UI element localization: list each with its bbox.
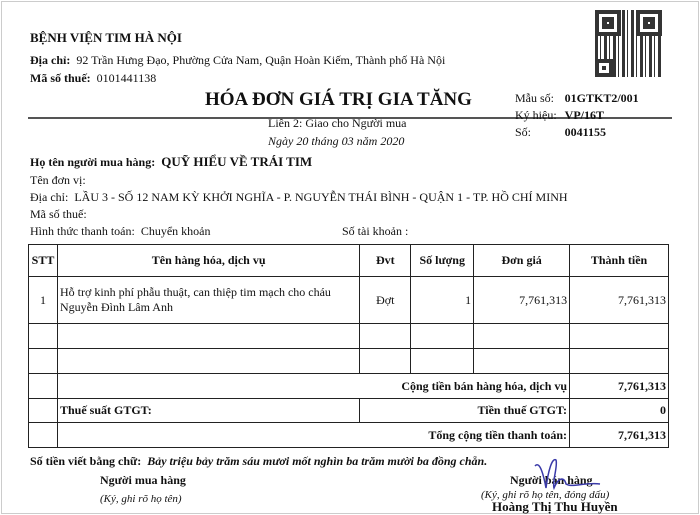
seller-address-line xyxy=(30,53,445,68)
vat-rate-label: Thuế suất GTGT: xyxy=(57,399,359,423)
seller-name: BỆNH VIỆN TIM HÀ NỘI xyxy=(30,30,182,45)
vat-value: 0 xyxy=(570,399,669,423)
subtotal-row xyxy=(29,374,669,399)
seller-address-label: Địa chỉ: xyxy=(30,53,71,67)
total-label: Tổng cộng tiền thanh toán: xyxy=(57,423,569,448)
col-amount: Thành tiền xyxy=(570,245,669,277)
symbol: VP/16T xyxy=(564,108,605,122)
empty-row xyxy=(29,349,669,374)
row-name: Hỗ trợ kinh phí phẫu thuật, can thiệp tim mạch cho cháu Nguyễn Đình Lâm Anh xyxy=(57,277,359,324)
payment-line xyxy=(30,224,210,239)
row-stt: 1 xyxy=(29,277,58,324)
invoice-date: Ngày 20 tháng 03 năm 2020 xyxy=(268,134,405,148)
words-line xyxy=(30,454,487,469)
words-label: Số tiền viết bằng chữ: xyxy=(30,454,142,468)
row-unit: Đợt xyxy=(360,277,411,324)
col-price: Đơn giá xyxy=(474,245,570,277)
total-value: 7,761,313 xyxy=(570,423,669,448)
invoice-copy: Liên 2: Giao cho Người mua xyxy=(268,116,407,130)
seller-tax-code: 0101441138 xyxy=(96,71,157,85)
invoice-number: 0041155 xyxy=(564,125,607,139)
col-qty: Số lượng xyxy=(411,245,474,277)
buyer-tax-label: Mã số thuế: xyxy=(30,207,87,221)
buyer-address-label: Địa chỉ: xyxy=(30,190,69,204)
signature-image xyxy=(530,452,610,492)
amount-in-words: Bảy triệu bảy trăm sáu mươi mốt nghìn ba trăm mười ba đồng chẵn. xyxy=(147,454,488,468)
col-unit: Đvt xyxy=(360,245,411,277)
buyer-sign-note: (Ký, ghi rõ họ tên) xyxy=(100,493,182,505)
col-stt: STT xyxy=(29,245,58,277)
seller-tax-label: Mã số thuế: xyxy=(30,71,91,85)
buyer-name: QUỸ HIỂU VỀ TRÁI TIM xyxy=(161,154,313,169)
buyer-address-line xyxy=(30,190,568,205)
table-row xyxy=(29,277,669,324)
vat-row xyxy=(29,399,669,423)
row-qty: 1 xyxy=(411,277,474,324)
number-label: Số: xyxy=(515,125,532,139)
subtotal-label: Cộng tiền bán hàng hóa, dịch vụ xyxy=(57,374,569,399)
table-header xyxy=(29,245,669,277)
account-label: Số tài khoản : xyxy=(342,224,409,238)
symbol-label: Ký hiệu: xyxy=(515,108,557,122)
row-amount: 7,761,313 xyxy=(570,277,669,324)
buyer-unit-label: Tên đơn vị: xyxy=(30,173,86,187)
form-label: Mẫu số: xyxy=(515,91,554,105)
col-name: Tên hàng hóa, dịch vụ xyxy=(57,245,359,277)
row-price: 7,761,313 xyxy=(474,277,570,324)
total-row xyxy=(29,423,669,448)
seller-tax-line xyxy=(30,71,156,86)
buyer-name-line xyxy=(30,154,312,170)
empty-row xyxy=(29,324,669,349)
subtotal-value: 7,761,313 xyxy=(570,374,669,399)
seller-sign-note: (Ký, ghi rõ họ tên, đóng dấu) xyxy=(481,489,610,501)
seller-sign-title: Người bán hàng xyxy=(510,473,593,487)
payment-label: Hình thức thanh toán: xyxy=(30,224,135,238)
seller-signer-name: Hoàng Thị Thu Huyền xyxy=(492,499,618,514)
invoice-table xyxy=(28,244,669,448)
seller-address: 92 Trần Hưng Đạo, Phường Cửa Nam, Quận Hoàn Kiếm, Thành phố Hà Nội xyxy=(76,53,446,67)
invoice-meta xyxy=(515,91,639,140)
invoice-title: HÓA ĐƠN GIÁ TRỊ GIA TĂNG xyxy=(205,89,472,110)
payment-method: Chuyển khoản xyxy=(140,224,211,238)
buyer-sign-title: Người mua hàng xyxy=(100,473,186,487)
form-number: 01GTKT2/001 xyxy=(564,91,639,105)
buyer-address: LẦU 3 - SỐ 12 NAM KỲ KHỞI NGHĨA - P. NGUYỄN THÁI BÌNH - QUẬN 1 - TP. HỒ CHÍ MINH xyxy=(74,190,568,204)
buyer-name-label: Họ tên người mua hàng: xyxy=(30,155,156,169)
vat-label: Tiền thuế GTGT: xyxy=(360,399,570,423)
qr-code xyxy=(595,10,662,77)
